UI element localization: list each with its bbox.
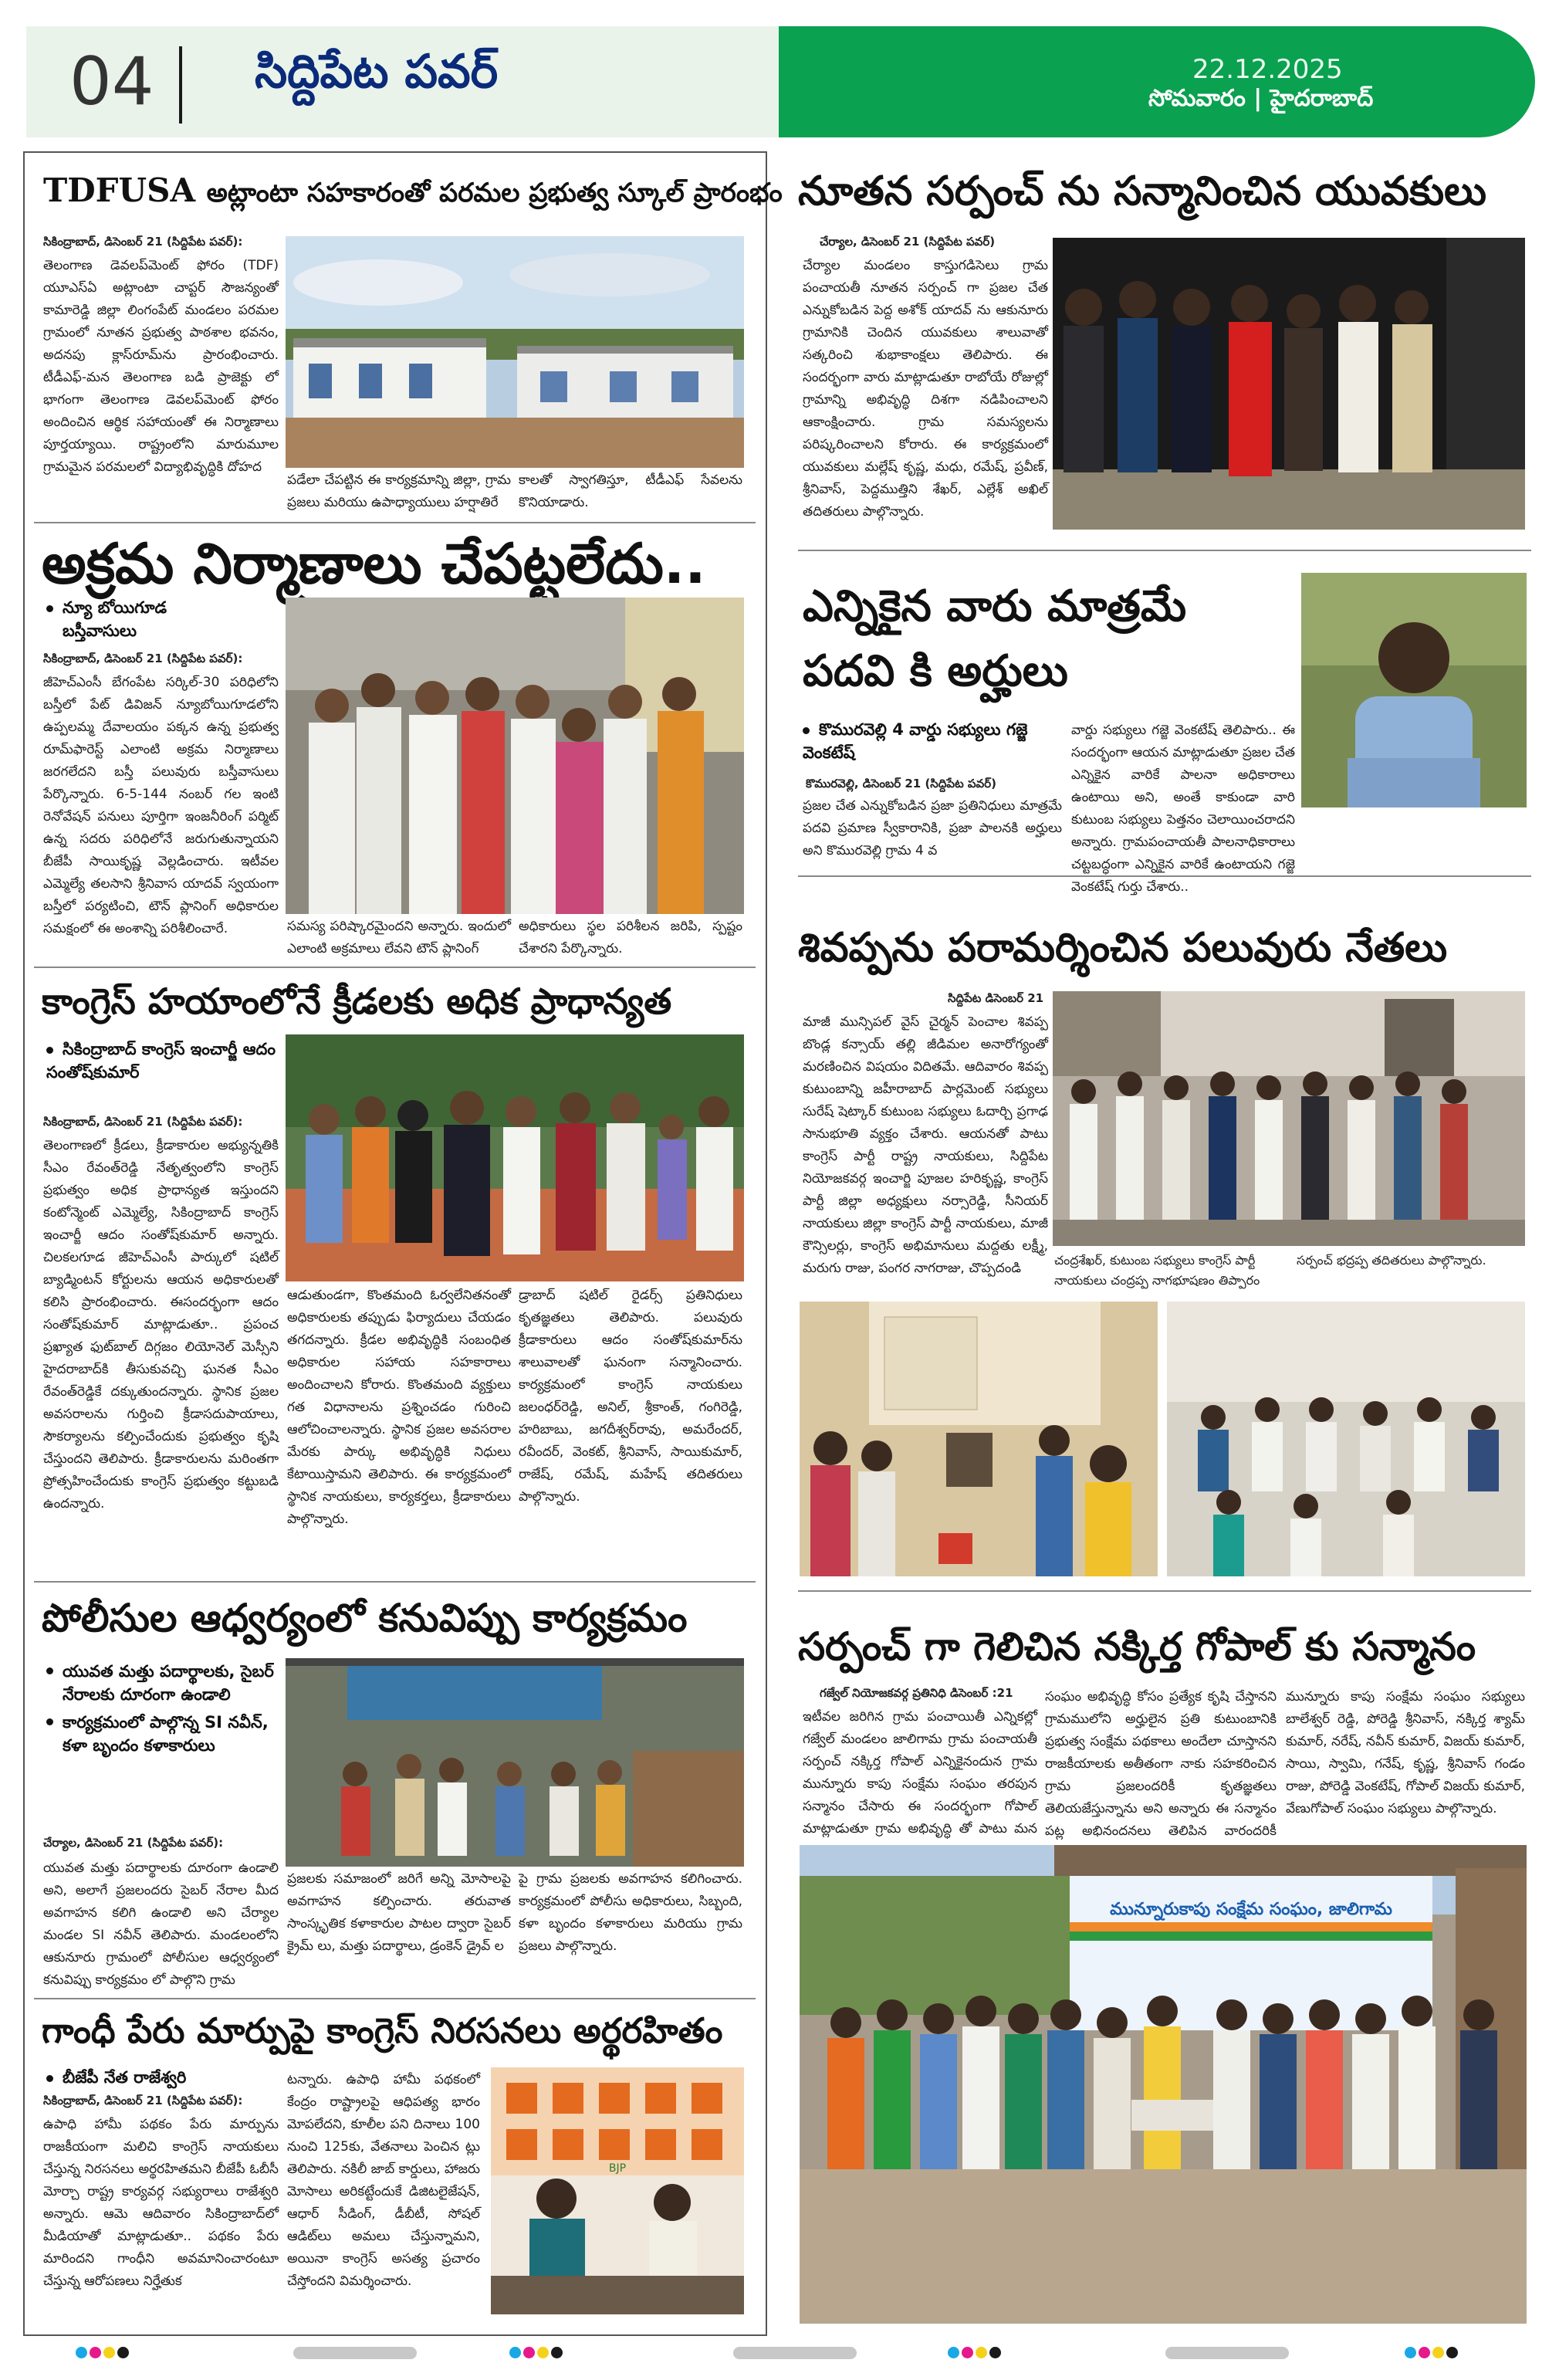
police-sub2: కార్యక్రమంలో పాల్గొన్న SI నవీన్, కళా బృందం కళాకారులు bbox=[63, 1713, 269, 1755]
bullet-icon bbox=[46, 1047, 53, 1054]
divider bbox=[34, 1581, 756, 1583]
gopal-col3: మున్నూరు కాపు సంక్షేమ సంఘం సభ్యులు బాలేశ్వర్ రెడ్డి, పోరెడ్డి శ్రీనివాస్, నక్కిర్త శ్యామ్ కుమార్, నరేష్, నవీన్ కుమార్, విజయ్ కుమార్, సాయి, స్వామి, గనేష్, కృష్ణ, శ్రీనివాస్ గండం రాజు, పోరెడ్డి వెంకటేష్, గోపాల్ విజయ్ కుమార్, వేణుగోపాల్ సంఘం సభ్యులు పాల్గొన్నారు. bbox=[1286, 1689, 1525, 1816]
illegal-dateline: సికింద్రాబాద్, డిసెంబర్ 21 (సిద్దిపేట పవర్): bbox=[43, 652, 243, 665]
shivappa-gathering-photo bbox=[1167, 1302, 1525, 1576]
tdf-headline-en: TDFUSA bbox=[43, 171, 196, 209]
elected-body: ప్రజల చేత ఎన్నుకోబడిన ప్రజా ప్రతినిధులు మాత్రమే పదవి ప్రమాణ స్వీకారానికి, ప్రజా పాలనకి అర్హులు అని కొమురవెల్లి గ్రామ 4 వ bbox=[803, 798, 1062, 858]
elected-headline-1: ఎన్నికైన వారు మాత్రమే bbox=[803, 581, 1187, 631]
shivappa-dateline: సిద్దిపేట డిసెంబర్ 21 bbox=[948, 991, 1044, 1005]
registration-bar bbox=[293, 2347, 417, 2359]
sports-col2: ఆడుతుండగా, కొంతమంది ఓర్వలేనితనంతో అధికారులకు తప్పుడు ఫిర్యాదులు చేయడం తగదన్నారు. క్రీడల అభివృద్ధికి సంబంధిత అధికారుల సహాయ సహకారాలు అందించాలని కోరారు. కొంతమంది వ్యక్తులు గత విధానాలను ప్రశ్నించడం గురించి ఆలోచించాలన్నారు. స్థానిక ప్రజల అవసరాల మేరకు పార్కు అభివృద్ధికి నిధులు కేటాయిస్తామని తెలిపారు. ఈ కార్యక్రమంలో స్థానిక నాయకులు, కార్యకర్తలు, క్రీడాకారులు పాల్గొన్నారు. bbox=[287, 1288, 511, 1527]
bullet-icon bbox=[46, 1667, 53, 1674]
elected-sub: కొమురవెల్లి 4 వార్డు సభ్యులు గజ్జె వెంకటేష్ bbox=[803, 720, 1028, 762]
bullet-icon bbox=[46, 605, 53, 612]
color-registration-mark bbox=[509, 2347, 565, 2361]
color-registration-mark bbox=[948, 2347, 1003, 2361]
school-building-photo bbox=[286, 236, 744, 468]
youth-body: చేర్యాల మండలం కాస్తుగడిసెలు గ్రామ పంచాయతీ నూతన సర్పంచ్ గా ప్రజల చేత ఎన్నుకోబడిన పెద్ద అశోక్ యాదవ్ ను ఆకునూరు గ్రామానికి చెందిన యువకులు శాలువాతో సత్కరించి శుభాకాంక్షలు తెలిపారు. ఈ సందర్భంగా వారు మాట్లాడుతూ రాబోయే రోజుల్లో గ్రామాన్ని అభివృద్ధి దిశగా నడిపించాలని ఆకాంక్షించారు. గ్రామ సమస్యలను పరిష్కరించాలని కోరారు. ఈ కార్యక్రమంలో యువకులు మల్లేష్ కృష్ణ, మధు, రమేష్, ప్రవీణ్, శ్రీనివాస్, పెద్దముత్తిని శేఖర్, ఎల్లేశ్ అఖిల్ తదితరులు పాల్గొన్నారు. bbox=[803, 258, 1048, 520]
color-registration-mark bbox=[1405, 2347, 1460, 2361]
shivappa-body: మాజీ మున్సిపల్ వైస్ చైర్మన్ పెంచాల శివప్ప బొండ్ల కన్సాయ్ తల్లి జీడిమల అనారోగ్యంతో మరణించిన విషయం విదితమే. ఆదివారం శివప్ప కుటుంబాన్ని జహీరాబాద్ పార్లమెంట్ సభ్యులు సురేష్ షెట్కార్ కుటుంబ సభ్యులు ఓదార్చి ప్రగాఢ సానుభూతి వ్యక్తం చేశారు. ఆయనతో పాటు కాంగ్రెస్ పార్టీ రాష్ట్ర నాయకులు, సిద్దిపేట నియోజకవర్గ ఇంచార్జి పూజల హరికృష్ణ, కాంగ్రెస్ పార్టీ జిల్లా అధ్యక్షులు నర్సారెడ్డి, సీనియర్ నాయకులు జిల్లా కాంగ్రెస్ పార్టీ నాయకులు, మాజీ కౌన్సిలర్లు, కాంగ్రెస్ అభిమానులు మద్దతు లక్ష్మీ, మరుగు రాజు, పంగర నాగరాజు, చొప్పదండి bbox=[803, 1014, 1048, 1276]
police-sub1: యువత మత్తు పదార్థాలకు, సైబర్ నేరాలకు దూరంగా ఉండాలి bbox=[63, 1662, 274, 1704]
police-program-photo bbox=[286, 1658, 744, 1867]
elected-dateline: కొమురవెల్లి, డిసెంబర్ 21 (సిద్దిపేట పవర్) bbox=[806, 777, 996, 791]
divider bbox=[34, 522, 756, 523]
gopal-col2: సంఘం అభివృద్ధి కోసం ప్రత్యేక కృషి చేస్తానని గ్రామములోని అర్హులైన ప్రతి కుటుంబానికి ప్రభుత్వ సంక్షేమ పథకాలు అందేలా చూస్తానని రాజకీయాలకు అతీతంగా నాకు సహకరించిన గ్రామ ప్రజలందరికీ కృతజ్ఞతలు తెలియజేస్తున్నాను అని అన్నారు ఈ సన్మానం పట్ల అభినందనలు తెలిపిన వారందరికీ bbox=[1045, 1689, 1277, 1839]
gopal-banner-text: మున్నూరుకాపు సంక్షేమ సంఘం, జాలిగామ bbox=[1110, 1900, 1392, 1919]
police-dateline: చేర్యాల, డిసెంబర్ 21 (సిద్దిపేట పవర్): bbox=[43, 1836, 224, 1850]
police-body: యువత మత్తు పదార్థాలకు దూరంగా ఉండాలి అని, అలాగే ప్రజలందరు సైబర్ నేరాల మీద అవగాహన కలిగి ఉండాలి అని చేర్యాల మండల SI నవీన్ తెలిపారు. మండలంలోని ఆకునూరు గ్రామంలో పోలీసుల ఆధ్వర్యంలో కనువిప్పు కార్యక్రమం లో పాల్గొని గ్రామ bbox=[43, 1860, 279, 1988]
police-col2: ప్రజలకు సమాజంలో జరిగే అన్ని మోసాలపై అవగాహన కల్పించారు. తరువాత సాంస్కృతిక కళాకారుల పాటల ద్వారా సైబర్ క్రైమ్ లు, మత్తు పదార్థాలు, డ్రంకెన్ డ్రైవ్ ల bbox=[287, 1871, 511, 1954]
shivappa-col3: సర్పంచ్ భద్రప్ప తదితరులు పాల్గొన్నారు. bbox=[1297, 1253, 1486, 1268]
illegal-sub2: బస్తీవాసులు bbox=[63, 621, 137, 640]
tdf-body: తెలంగాణ డెవలప్‌మెంట్ ఫోరం (TDF) యూఎస్‌ఏ అట్లాంటా చాప్టర్ సౌజన్యంతో కామారెడ్డి జిల్లా లింగంపేట్ మండలం పరమల గ్రామంలో నూతన ప్రభుత్వ పాఠశాల భవనం, అదనపు క్లాస్‌రూమ్‌ను ప్రారంభించారు. టీడీఎఫ్-మన తెలంగాణ బడి ప్రాజెక్టు లో భాగంగా తెలంగాణ డెవలప్‌మెంట్ ఫోరం అందించిన ఆర్థిక సహాయంతో ఈ నిర్మాణాలు పూర్తయ్యాయి. రాష్ట్రంలోని మారుమూల గ్రామమైన పరమలలో విద్యాభివృద్ధికి దోహద bbox=[43, 258, 279, 475]
elected-col2: వార్డు సభ్యులు గజ్జె వెంకటేష్ తెలిపారు.. ఈ సందర్భంగా ఆయన మాట్లాడుతూ ప్రజల చేత ఎన్నికైన వారికే పాలనా అధికారాలు ఉంటాయి అని, అంతే కాకుండా వారి కుటుంబ సభ్యులు పెత్తనం చెలాయించరాదని అన్నారు. గ్రామపంచాయతీ పాలనాధికారాలు చట్టబద్ధంగా ఎన్నికైన వారికే ఉంటాయని గజ్జె వెంకటేష్ గుర్తు చేశారు.. bbox=[1071, 723, 1295, 895]
gandhi-dateline: సికింద్రాబాద్, డిసెంబర్ 21 (సిద్దిపేట పవర్): bbox=[43, 2094, 243, 2107]
illegal-col2: సమస్య పరిష్కారమైందని అన్నారు. ఇందులో ఎలాంటి అక్రమాలు లేవని టౌన్ ప్లానింగ్ bbox=[287, 919, 511, 956]
sports-col3: డ్రాబాద్ షటిల్ రైడర్స్ ప్రతినిధులు కృతజ్ఞతలు తెలిపారు. పలువురు క్రీడాకారులు ఆదం సంతోష్‌కుమార్‌ను శాలువాలతో ఘనంగా సన్మానించారు. కార్యక్రమంలో కాంగ్రెస్ నాయకులు జలంధర్‌రెడ్డి, అనిల్, శ్రీకాంత్, గంగిరెడ్డి, హరిబాబు, జగదీశ్వర్‌రావు, అమరేందర్, రవీందర్, వెంకట్, శ్రీనివాస్, సాయికుమార్, రాజేష్, రమేష్, మహేష్ తదితరులు పాల్గొన్నారు. bbox=[519, 1288, 742, 1505]
police-col3: పై గ్రామ ప్రజలకు అవగాహన కలిగించారు. కార్యక్రమంలో పోలీసు అధికారులు, సిబ్బంది, కళా బృందం కళాకారులు మరియు గ్రామ ప్రజలు పాల్గొన్నారు. bbox=[519, 1871, 742, 1954]
sports-dateline: సికింద్రాబాద్, డిసెంబర్ 21 (సిద్దిపేట పవర్): bbox=[43, 1115, 243, 1129]
police-headline: పోలీసుల ఆధ్వర్యంలో కనువిప్పు కార్యక్రమం bbox=[42, 1596, 688, 1640]
tdf-headline bbox=[43, 171, 783, 215]
gandhi-headline: గాంధీ పేరు మార్పుపై కాంగ్రెస్ నిరసనలు అర్థరహితం bbox=[42, 2010, 723, 2051]
divider bbox=[798, 550, 1531, 551]
illegal-sub1: న్యూ బోయిగూడ bbox=[63, 598, 167, 617]
badminton-court-photo bbox=[286, 1034, 744, 1281]
tdf-headline-te: అట్లాంటా సహకారంతో పరమల ప్రభుత్వ స్కూల్ ప్రారంభం bbox=[206, 178, 783, 208]
illegal-headline: అక్రమ నిర్మాణాలు చేపట్టలేదు.. bbox=[42, 531, 706, 596]
divider bbox=[34, 967, 756, 968]
tdf-col2: పడేలా చేపట్టిన ఈ కార్యక్రమాన్ని జిల్లా, గ్రామ ప్రజలు మరియు ఉపాధ్యాయులు హర్షాతిరే bbox=[287, 472, 511, 510]
tdf-col3: కాలతో స్వాగతిస్తూ, టీడీఎఫ్ సేవలను కొనియాడారు. bbox=[519, 472, 742, 510]
page-number: 04 bbox=[69, 43, 154, 120]
divider bbox=[34, 1998, 756, 1999]
tdf-dateline: సికింద్రాబాద్, డిసెంబర్ 21 (సిద్దిపేట పవర్): bbox=[43, 235, 243, 249]
gopal-dateline: గజ్వేల్ నియోజకవర్గ ప్రతినిధి డిసెంబర్ :21 bbox=[820, 1686, 1013, 1700]
youth-headline: నూతన సర్పంచ్ ను సన్మానించిన యువకులు bbox=[798, 168, 1486, 215]
gopal-body: ఇటీవల జరిగిన గ్రామ పంచాయితీ ఎన్నికల్లో గజ్వేల్ మండలం జాలిగామ గ్రామ పంచాయతీ సర్పంచ్ నక్కిర్త గోపాల్ ఎన్నికైనందున గ్రామ మున్నూరు కాపు సంక్షేమ సంఘం తరపున సన్మానం చేసారు ఈ సందర్భంగా గోపాల్ మాట్లాడుతూ గ్రామ అభివృద్ధి తో పాటు మన bbox=[803, 1709, 1037, 1837]
illegal-subhead bbox=[46, 596, 278, 642]
divider bbox=[798, 1590, 1531, 1592]
sports-subhead bbox=[46, 1038, 286, 1084]
color-registration-mark bbox=[76, 2347, 131, 2361]
paper-name: సిద్దిపేట పవర్ bbox=[255, 45, 499, 99]
bjp-press-photo bbox=[491, 2067, 744, 2314]
bastivasulu-group-photo bbox=[286, 598, 744, 914]
registration-bar bbox=[1165, 2347, 1289, 2359]
sports-body: తెలంగాణలో క్రీడలు, క్రీడాకారుల అభ్యున్నతికి సీఎం రేవంత్‌రెడ్డి నేతృత్వంలోని కాంగ్రెస్ ప్రభుత్వం అధిక ప్రాధాన్యత ఇస్తుందని కంటోన్మెంట్ ఎమ్మెల్యే, సికింద్రాబాద్ కాంగ్రెస్ ఇంచార్జీ ఆదం సంతోష్‌కుమార్ అన్నారు. చిలకలగూడ జీహెచ్‌ఎంసీ పార్కులో షటిల్ బ్యాడ్మింటన్ కోర్టులను ఆయన అధికారులతో కలిసి ప్రారంభించారు. ఈసందర్భంగా ఆదం సంతోష్‌కుమార్ మాట్లాడుతూ.. ప్రపంచ ప్రఖ్యాత ఫుట్‌బాల్ దిగ్గజం లియోనెల్ మెస్సీని హైదరాబాద్‌కి తీసుకువచ్చి ఘనత సీఎం రేవంత్‌రెడ్డికే దక్కుతుందన్నారు. స్థానిక ప్రజల అవసరాలను గుర్తించి క్రీడాసదుపాయాలు, సౌకర్యాలను కల్పించేందుకు ప్రభుత్వం కృషి చేస్తుందని తెలిపారు. క్రీడాకారులను మరింతగా ప్రోత్సహించేందుకు కాంగ్రెస్ ప్రభుత్వం కట్టుబడి ఉందన్నారు. bbox=[43, 1138, 279, 1512]
shivappa-headline: శివప్పను పరామర్శించిన పలువురు నేతలు bbox=[798, 925, 1448, 971]
sports-sub: సికింద్రాబాద్ కాంగ్రెస్ ఇంచార్జీ ఆదం సంతోష్‌కుమార్ bbox=[46, 1040, 276, 1082]
bullet-icon bbox=[803, 727, 810, 734]
sports-headline: కాంగ్రెస్ హయాంలోనే క్రీడలకు అధిక ప్రాధాన్యత bbox=[42, 980, 672, 1022]
elected-subhead bbox=[803, 718, 1065, 764]
youth-dateline: చేర్యాల, డిసెంబర్ 21 (సిద్దిపేట పవర్) bbox=[820, 235, 996, 249]
venkatesh-portrait-photo bbox=[1301, 573, 1527, 807]
issue-day-city: సోమవారం | హైదరాబాద్ bbox=[1148, 85, 1374, 112]
shivappa-home-photo bbox=[800, 1302, 1158, 1576]
divider bbox=[798, 875, 1531, 877]
gopal-headline: సర్పంచ్ గా గెలిచిన నక్కిర్త గోపాల్ కు సన్మానం bbox=[798, 1624, 1476, 1669]
issue-date: 22.12.2025 bbox=[1192, 54, 1343, 85]
youth-felicitation-photo bbox=[1053, 238, 1525, 530]
gandhi-sub: బీజేపీ నేత రాజేశ్వరి bbox=[63, 2068, 187, 2087]
masthead-band-right bbox=[779, 26, 1535, 137]
shivappa-visit-photo bbox=[1053, 991, 1525, 1246]
gandhi-body: ఉపాధి హామీ పథకం పేరు మార్పును రాజకీయంగా మలిచి కాంగ్రెస్ నాయకులు చేస్తున్న నిరసనలు అర్థరహితమని బీజేపీ ఓబీసీ మోర్చా రాష్ట్ర కార్యవర్గ సభ్యురాలు రాజేశ్వరి అన్నారు. ఆమె ఆదివారం సికింద్రాబాద్‌లో మీడియాతో మాట్లాడుతూ.. పథకం పేరు మారిందని గాంధీని అవమానించారంటూ చేస్తున్న ఆరోపణలు నిర్హేతుక bbox=[43, 2117, 279, 2289]
bullet-icon bbox=[46, 1718, 53, 1725]
shivappa-col2: చంద్రశేఖర్, కుటుంబ సభ్యులు కాంగ్రెస్ పార్టీ నాయకులు చంద్రప్ప నాగభూషణం తిప్పారం bbox=[1054, 1253, 1260, 1288]
illegal-col3: అధికారులు స్థల పరిశీలన జరిపి, స్పష్టం చేశారని పేర్కొన్నారు. bbox=[519, 919, 742, 956]
illegal-body: జీహెచ్‌ఎంసీ బేగంపేట సర్కిల్-30 పరిధిలోని బస్తీలో పేట్ డివిజన్ న్యూబోయిగూడలోని ఉప్పలమ్మ దేవాలయం పక్కన ఉన్న ప్రభుత్వ రూమ్‌ఫారెస్ట్ ఎలాంటి అక్రమ నిర్మాణాలు జరగలేదని బస్తీ పలువురు బస్తీవాసులు పేర్కొన్నారు. 6-5-144 నంబర్ గల ఇంటి రెనోవేషన్ పనులు పూర్తిగా ఇంజనీరింగ్ పర్మిట్ ఉన్న సదరు పరిధిలోనే జరుగుతున్నాయని బీజేపీ సాయికృష్ణ వెల్లడించారు. ఇటీవల ఎమ్మెల్యే తలసాని శ్రీనివాస యాదవ్ స్వయంగా బస్తీలో పర్యటించి, టౌన్ ప్లానింగ్ అధికారుల సమక్షంలో ఈ అంశాన్ని పరిశీలించారే. bbox=[43, 675, 279, 936]
bjp-banner-text: BJP bbox=[608, 2162, 627, 2175]
gopal-felicitation-photo bbox=[800, 1845, 1527, 2324]
registration-bar bbox=[733, 2347, 857, 2359]
gandhi-subhead bbox=[46, 2066, 278, 2089]
elected-headline-2: పదవి కి అర్హులు bbox=[803, 646, 1068, 696]
bullet-icon bbox=[46, 2075, 53, 2082]
masthead-divider bbox=[179, 46, 182, 124]
gandhi-col2: టన్నారు. ఉపాధి హామీ పథకంలో కేంద్రం రాష్ట్రాలపై ఆధిపత్య భారం మోపలేదని, కూలీల పని దినాలు 100 నుంచి 125కు, వేతనాలు పెంచిన ట్లు తెలిపారు. నకిలీ జాబ్ కార్డులు, హాజరు మోసాలు అరికట్టేందుకే డిజిటలైజేషన్, ఆధార్ సీడింగ్, డీబీటీ, సోషల్ ఆడిట్‌లు అమలు చేస్తున్నామని, అయినా కాంగ్రెస్ అసత్య ప్రచారం చేస్తోందని విమర్శించారు. bbox=[287, 2072, 480, 2289]
police-subhead bbox=[46, 1660, 278, 1757]
